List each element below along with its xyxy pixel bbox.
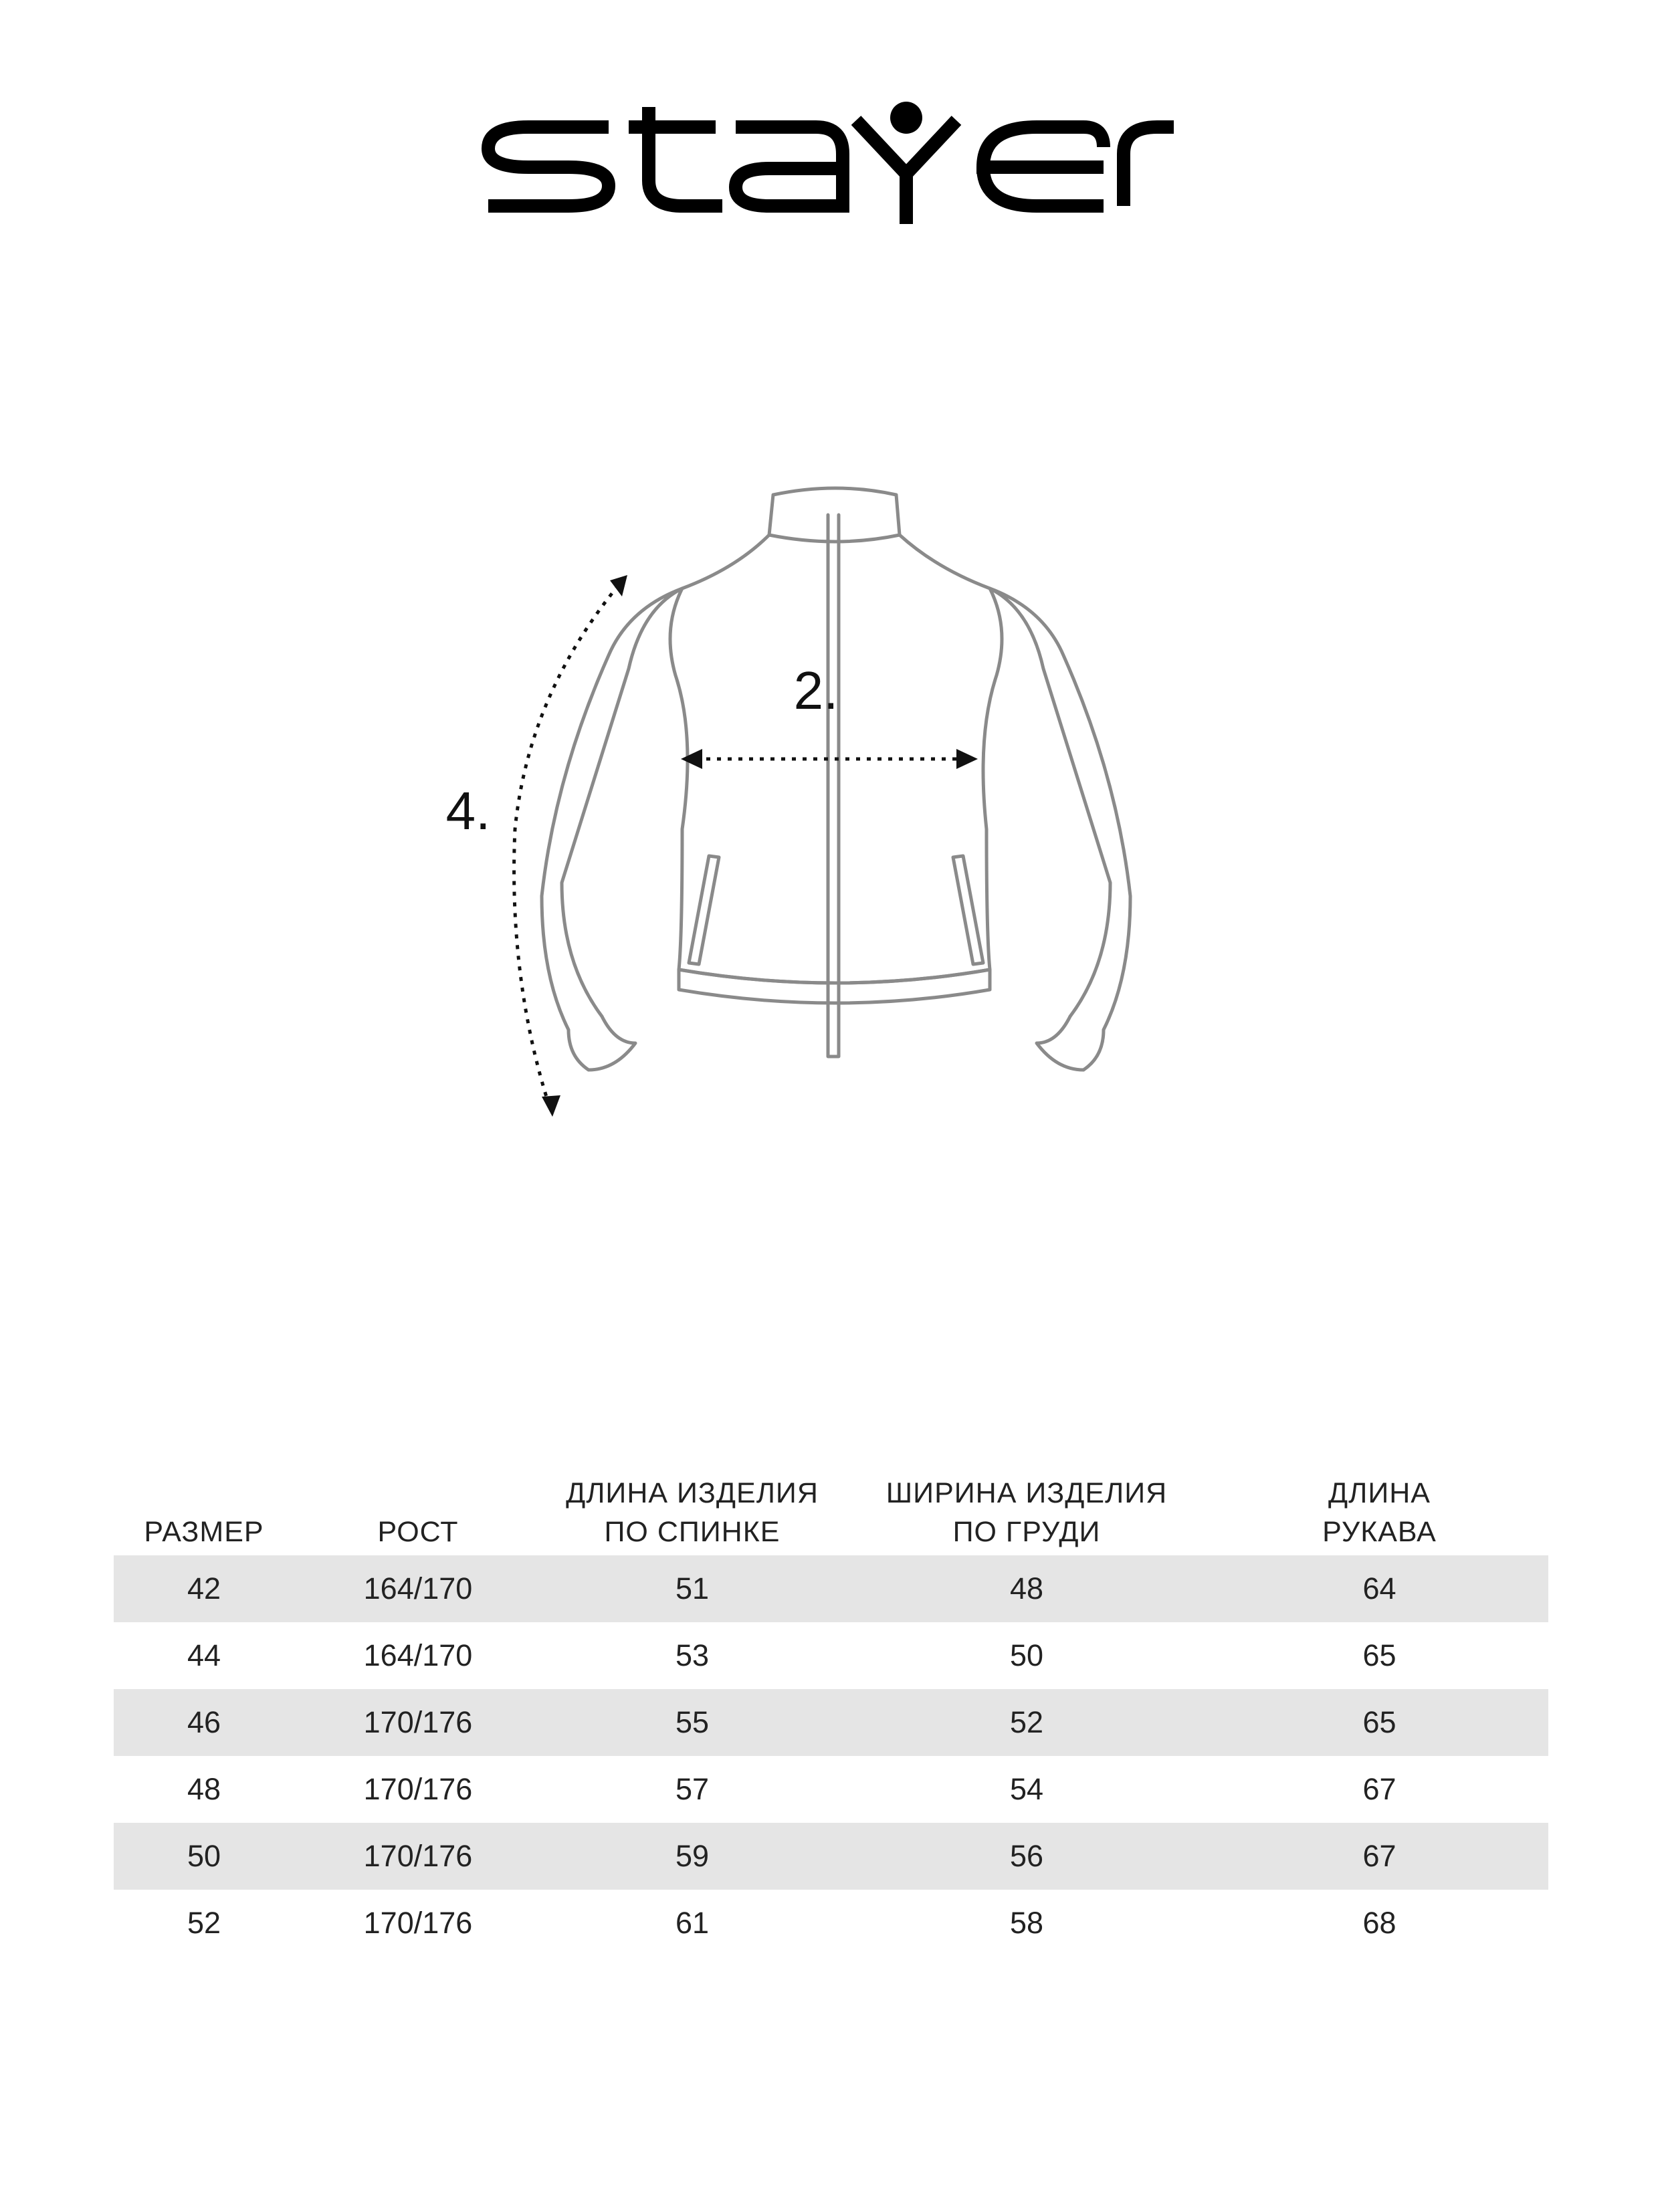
cell-chest-width: 58	[1009, 1906, 1044, 1940]
left-pocket-outline	[689, 856, 719, 964]
cell-back-length: 59	[675, 1839, 710, 1873]
table-header	[114, 1431, 1548, 1551]
left-sleeve-outline	[542, 588, 682, 1070]
cell-sleeve-length: 67	[1362, 1839, 1396, 1873]
cell-size: 44	[187, 1638, 221, 1672]
cell-chest-width: 54	[1009, 1772, 1044, 1806]
collar-outline	[769, 488, 900, 542]
right-pocket-outline	[953, 856, 983, 964]
header-size: РАЗМЕР	[144, 1516, 264, 1548]
table-row	[114, 1622, 1548, 1689]
stayer-logo	[482, 100, 1177, 227]
cell-chest-width: 56	[1009, 1839, 1044, 1873]
cell-height: 170/176	[363, 1906, 473, 1940]
cell-size: 46	[187, 1705, 221, 1739]
cell-size: 52	[187, 1906, 221, 1940]
hem-outline	[679, 970, 990, 1003]
table-row	[114, 1756, 1548, 1823]
cell-sleeve-length: 67	[1362, 1772, 1396, 1806]
header-back-length: ДЛИНА ИЗДЕЛИЯ ПО СПИНКЕ	[566, 1477, 819, 1548]
sleeve-label: 4.	[445, 781, 491, 841]
cell-sleeve-length: 64	[1362, 1571, 1396, 1606]
table-row	[114, 1823, 1548, 1890]
cell-chest-width: 50	[1009, 1638, 1044, 1672]
table-row	[114, 1689, 1548, 1756]
cell-height: 170/176	[363, 1705, 473, 1739]
cell-sleeve-length: 65	[1362, 1638, 1396, 1672]
header-chest-width: ШИРИНА ИЗДЕЛИЯ ПО ГРУДИ	[886, 1477, 1168, 1548]
cell-back-length: 51	[675, 1571, 710, 1606]
cell-height: 164/170	[363, 1571, 473, 1606]
cell-back-length: 61	[675, 1906, 710, 1940]
sleeve-arrow-bottom-head	[542, 1095, 560, 1117]
table-body	[114, 1555, 1548, 1957]
cell-height: 164/170	[363, 1638, 473, 1672]
cell-height: 170/176	[363, 1839, 473, 1873]
cell-height: 170/176	[363, 1772, 473, 1806]
cell-sleeve-length: 65	[1362, 1705, 1396, 1739]
header-sleeve-length: ДЛИНА РУКАВА	[1322, 1477, 1437, 1548]
cell-back-length: 57	[675, 1772, 710, 1806]
table-row	[114, 1555, 1548, 1622]
size-table	[114, 1431, 1548, 1953]
cell-sleeve-length: 68	[1362, 1906, 1396, 1940]
cell-size: 42	[187, 1571, 221, 1606]
right-sleeve-outline	[990, 588, 1130, 1070]
table-row	[114, 1890, 1548, 1957]
cell-back-length: 55	[675, 1705, 710, 1739]
zipper-outline	[828, 515, 839, 1057]
chest-arrow-left-head	[681, 749, 702, 769]
sleeve-arrow-top-head	[610, 575, 627, 596]
header-height: РОСТ	[377, 1516, 459, 1548]
cell-size: 48	[187, 1772, 221, 1806]
cell-chest-width: 52	[1009, 1705, 1044, 1739]
cell-size: 50	[187, 1839, 221, 1873]
chest-label: 2.	[793, 661, 839, 720]
chest-arrow-right-head	[956, 749, 978, 769]
cell-back-length: 53	[675, 1638, 710, 1672]
jacket-diagram	[415, 455, 1204, 1217]
cell-chest-width: 48	[1009, 1571, 1044, 1606]
